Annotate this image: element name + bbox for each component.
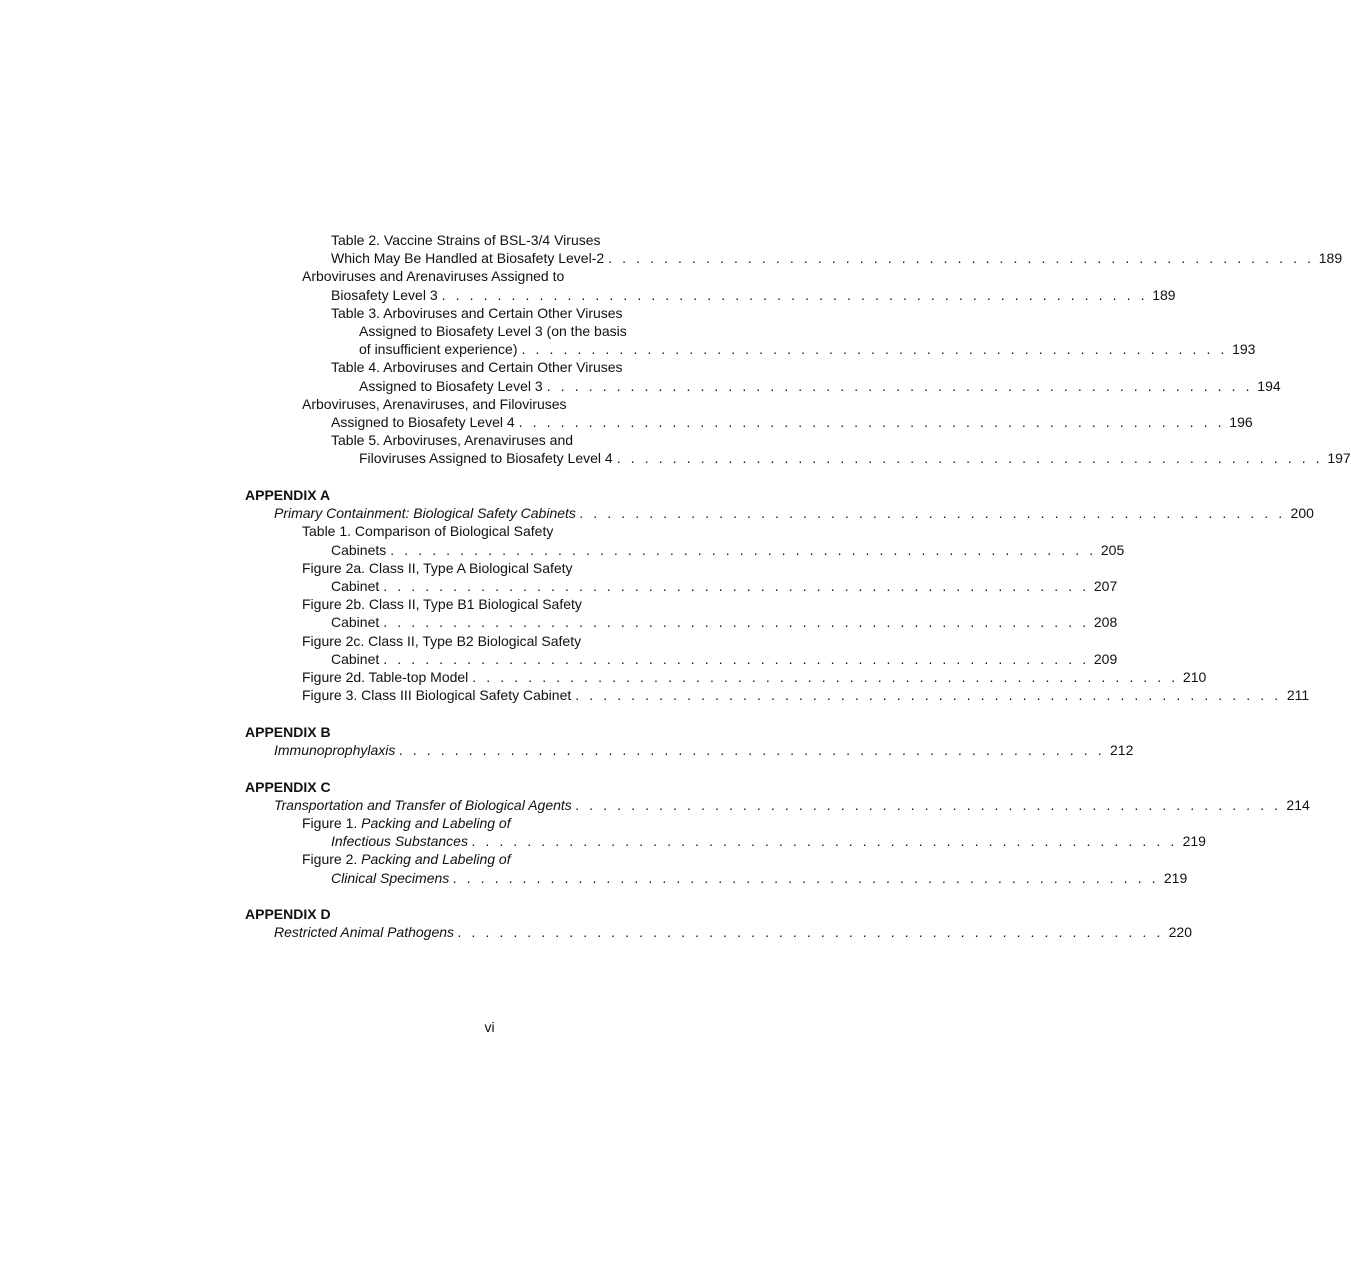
entry-text: of insufficient experience)	[359, 341, 518, 358]
toc-entry	[245, 541, 1125, 559]
entry-label: Figure 2.	[302, 851, 362, 868]
entry-text: Figure 2d. Table-top Model	[302, 669, 469, 686]
entry-label: Figure 1.	[302, 815, 362, 832]
toc-entry	[245, 358, 707, 376]
toc-entry	[245, 814, 707, 832]
toc-entry	[245, 340, 1256, 358]
toc-entry	[245, 923, 1192, 941]
entry-text: Figure 2b. Class II, Type B1 Biological Safety	[302, 596, 582, 613]
entry-text: Table 3. Arboviruses and Certain Other Viruses	[331, 304, 623, 321]
entry-text: Packing and Labeling of	[361, 815, 511, 832]
dot-leader: . . . . . . . . . . . . . . . . . . . . . . . . . . . . . . . . . . . . . . . . . . . . . . . . . . .	[575, 687, 1282, 704]
entry-text: Table 1. Comparison of Biological Safety	[302, 523, 554, 540]
toc-entry	[245, 850, 707, 868]
dot-leader: . . . . . . . . . . . . . . . . . . . . . . . . . . . . . . . . . . . . . . . . . . . . . . . . . . .	[458, 924, 1164, 941]
dot-leader: . . . . . . . . . . . . . . . . . . . . . . . . . . . . . . . . . . . . . . . . . . . . . . . . . . .	[453, 869, 1160, 886]
dot-leader: . . . . . . . . . . . . . . . . . . . . . . . . . . . . . . . . . . . . . . . . . . . . . . . . . . .	[399, 742, 1106, 759]
dot-leader: . . . . . . . . . . . . . . . . . . . . . . . . . . . . . . . . . . . . . . . . . . . . . . . . . . .	[471, 833, 1178, 850]
toc-entry	[245, 413, 1253, 431]
dot-leader: . . . . . . . . . . . . . . . . . . . . . . . . . . . . . . . . . . . . . . . . . . . . . . . . . . .	[390, 541, 1097, 558]
page-ref: 205	[1100, 541, 1125, 558]
page-ref: 189	[1318, 250, 1343, 267]
entry-text: Which May Be Handled at Biosafety Level-2	[331, 250, 605, 267]
entry-text: Cabinet	[331, 650, 380, 667]
page-ref: 214	[1286, 796, 1310, 813]
dot-leader: . . . . . . . . . . . . . . . . . . . . . . . . . . . . . . . . . . . . . . . . . . . . . . . . . . .	[579, 505, 1286, 522]
page-ref: 196	[1229, 414, 1253, 431]
toc-entry	[245, 668, 1207, 686]
toc-entry	[245, 267, 707, 285]
page-ref: 208	[1093, 614, 1118, 631]
entry-text: Assigned to Biosafety Level 3 (on the basis	[359, 323, 627, 340]
entry-text: Arboviruses and Arenaviruses Assigned to	[302, 268, 565, 285]
entry-text: Cabinet	[331, 614, 380, 631]
entry-text: Infectious Substances	[331, 833, 468, 850]
table-of-contents	[245, 231, 1351, 942]
dot-leader: . . . . . . . . . . . . . . . . . . . . . . . . . . . . . . . . . . . . . . . . . . . . . . . . . . .	[472, 669, 1179, 686]
entry-text: Cabinet	[331, 578, 380, 595]
toc-entry	[245, 869, 1188, 887]
toc-entry	[245, 231, 707, 249]
toc-entry	[245, 796, 1310, 814]
toc-entry	[245, 686, 1310, 704]
page-ref: 212	[1110, 742, 1134, 759]
dot-leader: . . . . . . . . . . . . . . . . . . . . . . . . . . . . . . . . . . . . . . . . . . . . . . . . . . .	[383, 614, 1090, 631]
dot-leader: . . . . . . . . . . . . . . . . . . . . . . . . . . . . . . . . . . . . . . . . . . . . . . . . . . .	[383, 650, 1090, 667]
page-ref: 209	[1093, 650, 1118, 667]
dot-leader: . . . . . . . . . . . . . . . . . . . . . . . . . . . . . . . . . . . . . . . . . . . . . . . . . . .	[616, 450, 1323, 467]
entry-text: Biosafety Level 3	[331, 286, 438, 303]
page-ref: 197	[1327, 450, 1351, 467]
entry-text: Immunoprophylaxis	[274, 742, 396, 759]
appendix-heading: APPENDIX D	[245, 906, 331, 923]
entry-text: Figure 2c. Class II, Type B2 Biological Safety	[302, 632, 582, 649]
entry-text: Figure 2a. Class II, Type A Biological Safety	[302, 559, 573, 576]
toc-entry	[245, 577, 1118, 595]
toc-entry	[245, 559, 707, 577]
toc-entry	[245, 595, 707, 613]
toc-entry	[245, 613, 1118, 631]
toc-entry	[245, 304, 707, 322]
dot-leader: . . . . . . . . . . . . . . . . . . . . . . . . . . . . . . . . . . . . . . . . . . . . . . . . . . .	[518, 414, 1225, 431]
dot-leader: . . . . . . . . . . . . . . . . . . . . . . . . . . . . . . . . . . . . . . . . . . . . . . . . . . .	[575, 796, 1282, 813]
entry-text: Clinical Specimens	[331, 869, 450, 886]
toc-entry	[245, 395, 707, 413]
dot-leader: . . . . . . . . . . . . . . . . . . . . . . . . . . . . . . . . . . . . . . . . . . . . . . . . . . .	[521, 341, 1228, 358]
entry-text: Figure 3. Class III Biological Safety Cabinet	[302, 687, 572, 704]
page-ref: 200	[1290, 505, 1314, 522]
page-ref: 194	[1257, 377, 1281, 394]
entry-text: Filoviruses Assigned to Biosafety Level 4	[359, 450, 613, 467]
toc-entry	[245, 286, 1176, 304]
toc-entry	[245, 449, 1351, 467]
entry-text: Primary Containment: Biological Safety Cabinets	[274, 505, 576, 522]
entry-text: Table 4. Arboviruses and Certain Other Viruses	[331, 359, 623, 376]
toc-entry	[245, 322, 707, 340]
page-ref: 189	[1152, 286, 1176, 303]
toc-entry	[245, 741, 1134, 759]
entry-text: Table 2. Vaccine Strains of BSL-3/4 Viruses	[331, 232, 601, 248]
toc-entry	[245, 249, 1343, 267]
entry-text: Arboviruses, Arenaviruses, and Filoviruses	[302, 395, 567, 412]
entry-text: Assigned to Biosafety Level 4	[331, 414, 515, 431]
toc-entry	[245, 504, 1314, 522]
toc-entry	[245, 431, 707, 449]
appendix-heading: APPENDIX B	[245, 723, 331, 740]
toc-entry	[245, 377, 1281, 395]
page-ref: 220	[1168, 924, 1192, 941]
page-ref: 211	[1286, 687, 1310, 704]
dot-leader: . . . . . . . . . . . . . . . . . . . . . . . . . . . . . . . . . . . . . . . . . . . . . . . . . . .	[441, 286, 1148, 303]
toc-entry	[245, 632, 707, 650]
entry-text: Transportation and Transfer of Biological Agents	[274, 796, 572, 813]
toc-entry	[245, 522, 707, 540]
page-ref: 210	[1182, 669, 1207, 686]
page-ref: 219	[1163, 869, 1188, 886]
dot-leader: . . . . . . . . . . . . . . . . . . . . . . . . . . . . . . . . . . . . . . . . . . . . . . . . . . .	[608, 250, 1315, 267]
entry-text: Cabinets	[331, 541, 387, 558]
page-ref: 207	[1093, 578, 1118, 595]
page-number: vi	[484, 1019, 495, 1035]
dot-leader: . . . . . . . . . . . . . . . . . . . . . . . . . . . . . . . . . . . . . . . . . . . . . . . . . . .	[546, 377, 1253, 394]
appendix-heading: APPENDIX A	[245, 487, 331, 504]
dot-leader: . . . . . . . . . . . . . . . . . . . . . . . . . . . . . . . . . . . . . . . . . . . . . . . . . . .	[383, 578, 1090, 595]
page-ref: 219	[1182, 833, 1206, 850]
toc-entry	[245, 832, 1206, 850]
entry-text: Table 5. Arboviruses, Arenaviruses and	[331, 432, 574, 449]
toc-entry	[245, 650, 1118, 668]
appendix-heading: APPENDIX C	[245, 778, 331, 795]
page-ref: 193	[1232, 341, 1256, 358]
entry-text: Assigned to Biosafety Level 3	[359, 377, 543, 394]
entry-text: Packing and Labeling of	[361, 851, 511, 868]
entry-text: Restricted Animal Pathogens	[274, 924, 455, 941]
